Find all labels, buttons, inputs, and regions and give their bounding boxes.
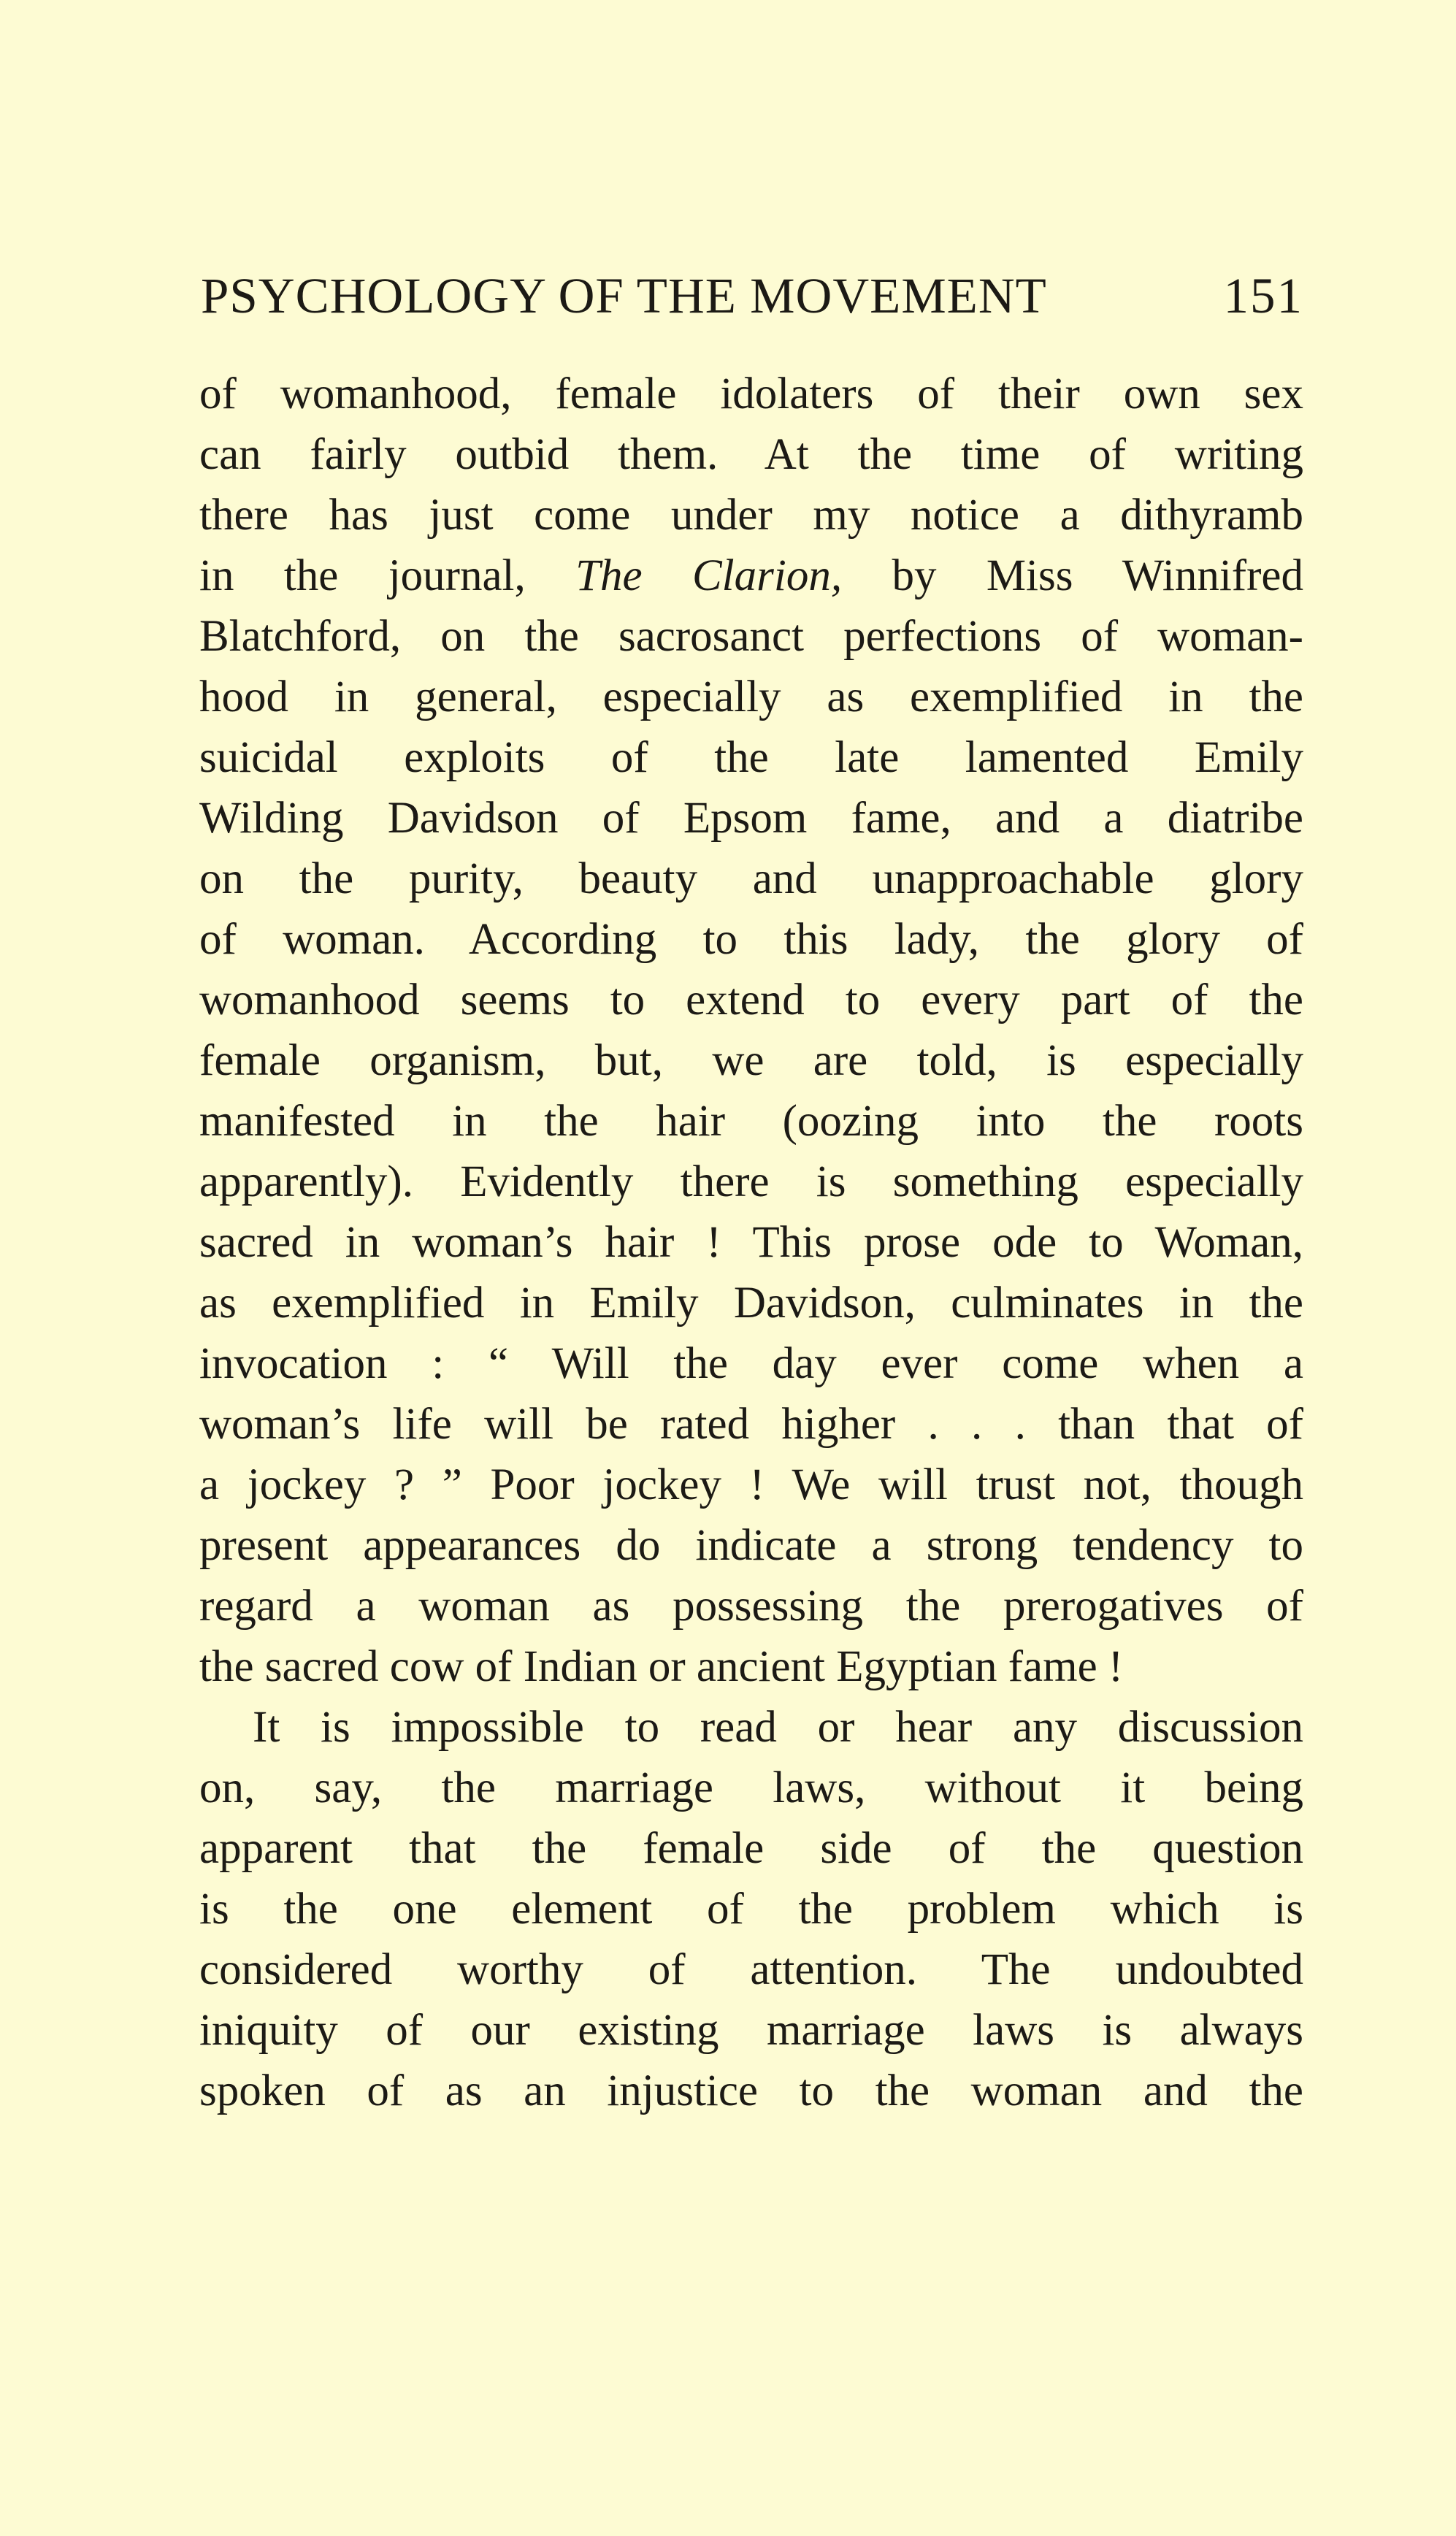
text-line: hood in general, especially as exemplified in the — [199, 673, 1303, 721]
text-line: Wilding Davidson of Epsom fame, and a diatribe — [199, 794, 1303, 843]
text-line: considered worthy of attention. The undoubted — [199, 1945, 1303, 1994]
text-line: Blatchford, on the sacrosanct perfections of woman- — [199, 612, 1303, 661]
text-segment: by Miss Winnifred — [842, 551, 1303, 600]
text-line: woman’s life will be rated higher . . . than that of — [199, 1400, 1303, 1449]
text-line: manifested in the hair (oozing into the roots — [199, 1097, 1303, 1146]
text-line: spoken of as an injustice to the woman and the — [199, 2066, 1303, 2115]
text-line: there has just come under my notice a dithyramb — [199, 491, 1303, 540]
text-line: suicidal exploits of the late lamented Emily — [199, 733, 1303, 782]
text-segment: in the journal, — [199, 551, 576, 600]
publication-title: The Clarion, — [575, 551, 843, 600]
text-line: apparently). Evidently there is something especially — [199, 1157, 1303, 1206]
running-head — [201, 263, 1303, 329]
body-text — [199, 364, 1303, 2121]
text-line: female organism, but, we are told, is especially — [199, 1036, 1303, 1085]
text-line: sacred in woman’s hair ! This prose ode to Woman, — [199, 1218, 1303, 1267]
text-line: can fairly outbid them. At the time of writing — [199, 430, 1303, 479]
text-line: on, say, the marriage laws, without it being — [199, 1763, 1303, 1812]
paragraph-first-line: It is impossible to read or hear any discussion — [253, 1703, 1303, 1752]
text-line: of womanhood, female idolaters of their own sex — [199, 369, 1303, 418]
text-line — [199, 545, 1303, 606]
text-line: womanhood seems to extend to every part of the — [199, 976, 1303, 1024]
text-line: as exemplified in Emily Davidson, culminates in the — [199, 1279, 1303, 1328]
text-line: a jockey ? ” Poor jockey ! We will trust not, though — [199, 1460, 1303, 1509]
text-line: present appearances do indicate a strong tendency to — [199, 1521, 1303, 1570]
text-line: apparent that the female side of the question — [199, 1824, 1303, 1873]
text-line: is the one element of the problem which is — [199, 1885, 1303, 1934]
text-line: invocation : “ Will the day ever come when a — [199, 1339, 1303, 1388]
text-line: on the purity, beauty and unapproachable glory — [199, 854, 1303, 903]
text-line: the sacred cow of Indian or ancient Egyptian fame ! — [199, 1642, 1124, 1691]
text-line: iniquity of our existing marriage laws is always — [199, 2006, 1303, 2055]
running-title: PSYCHOLOGY OF THE MOVEMENT — [201, 268, 1047, 323]
text-line: of woman. According to this lady, the glory of — [199, 915, 1303, 964]
page-number: 151 — [1223, 268, 1303, 323]
text-line: regard a woman as possessing the prerogatives of — [199, 1582, 1303, 1631]
